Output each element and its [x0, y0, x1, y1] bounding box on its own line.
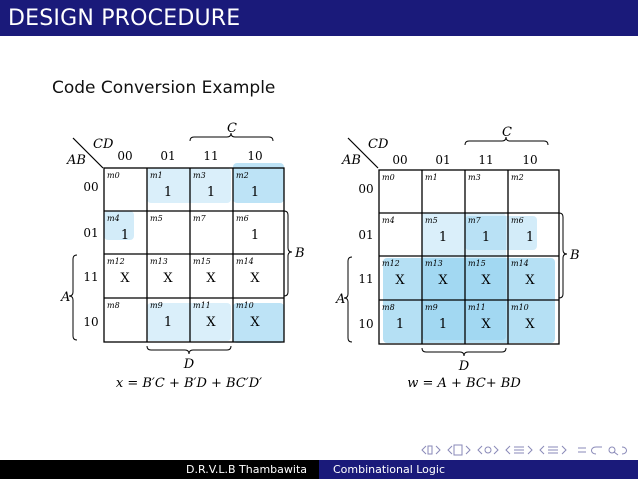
kmap-x-v23: X	[250, 271, 260, 286]
kmap-x-var-d: D	[183, 357, 195, 372]
slide-title-bar	[0, 0, 638, 36]
slide-subtitle: Code Conversion Example	[52, 78, 276, 98]
kmap-x-v31: 1	[163, 315, 173, 330]
kmap-x-row-00: 00	[83, 180, 99, 194]
kmap-w-m4: m4	[382, 216, 395, 225]
kmap-w-v21: X	[438, 273, 448, 288]
kmap-x-var-b: B	[295, 246, 305, 261]
kmap-x-col-00: 00	[117, 149, 133, 163]
kmap-w-m7: m7	[468, 216, 481, 225]
kmap-w-row-10: 10	[358, 317, 374, 331]
kmap-w-row-01: 01	[358, 228, 374, 242]
kmap-x-m13: m13	[150, 257, 168, 266]
kmap-w-col-01: 01	[435, 153, 451, 167]
kmap-w-m9: m9	[425, 303, 438, 312]
kmap-w-v12: 1	[481, 230, 491, 245]
kmap-x-m7: m7	[193, 214, 206, 223]
kmap-w-v20: X	[395, 273, 405, 288]
kmap-x-m11: m11	[193, 301, 211, 310]
kmap-w-m15: m15	[468, 259, 486, 268]
kmap-x-row-11: 11	[83, 270, 99, 284]
footer-author: D.R.V.L.B Thambawita	[0, 460, 319, 479]
prev-section-icon[interactable]	[478, 446, 498, 454]
kmap-x-m14: m14	[236, 257, 254, 266]
kmap-w-colvar: CD	[368, 137, 389, 152]
kmap-x-v10: 1	[120, 228, 130, 243]
kmap-w	[330, 120, 590, 404]
kmap-x-v02: 1	[206, 185, 216, 200]
first-icon[interactable]	[422, 446, 440, 454]
kmap-x-v01: 1	[163, 185, 173, 200]
kmap-w-m6: m6	[511, 216, 524, 225]
kmap-x-var-a: A	[61, 290, 71, 305]
kmap-x-m8: m8	[107, 301, 120, 310]
footer-bar	[0, 460, 638, 479]
kmap-x-v20: X	[120, 271, 130, 286]
search-icon[interactable]	[592, 447, 627, 455]
kmap-w-m13: m13	[425, 259, 443, 268]
nav-symbols	[420, 442, 635, 456]
slide-title: DESIGN PROCEDURE	[8, 6, 241, 31]
kmap-w-m0: m0	[382, 173, 395, 182]
kmap-w-m10: m10	[511, 303, 529, 312]
kmap-w-m1: m1	[425, 173, 438, 182]
kmap-w-v33: X	[525, 317, 535, 332]
kmap-x-row-01: 01	[83, 226, 99, 240]
prev-frame-icon[interactable]	[448, 445, 470, 455]
kmap-x-m0: m0	[107, 171, 120, 180]
kmap-w-v22: X	[481, 273, 491, 288]
kmap-x-v22: X	[206, 271, 216, 286]
kmap-x-col-01: 01	[160, 149, 176, 163]
kmap-w-v32: X	[481, 317, 491, 332]
kmap-x-m15: m15	[193, 257, 211, 266]
kmap-w-m3: m3	[468, 173, 481, 182]
kmap-x-rowvar: AB	[67, 153, 86, 168]
kmap-x-equation: x = B′C + B′D + BC′D′	[115, 376, 263, 391]
kmap-w-v30: 1	[395, 317, 405, 332]
kmap-w-v31: 1	[438, 317, 448, 332]
kmap-w-col-00: 00	[392, 153, 408, 167]
kmap-w-v13: 1	[525, 230, 535, 245]
kmap-x-m9: m9	[150, 301, 163, 310]
kmap-w-col-10: 10	[522, 153, 538, 167]
kmap-x-m3: m3	[193, 171, 206, 180]
kmap-w-m2: m2	[511, 173, 524, 182]
kmap-w-rowvar: AB	[342, 153, 361, 168]
kmap-x-col-11: 11	[203, 149, 219, 163]
kmap-x-m5: m5	[150, 214, 163, 223]
kmap-w-row-11: 11	[358, 272, 374, 286]
kmap-x-var-c: C	[227, 121, 237, 136]
kmap-w-var-a: A	[336, 292, 346, 307]
kmap-w-col-11: 11	[478, 153, 494, 167]
kmap-x	[55, 120, 315, 404]
next-section-icon[interactable]	[506, 446, 532, 454]
kmap-w-var-d: D	[458, 359, 470, 374]
kmap-x-m2: m2	[236, 171, 249, 180]
kmap-w-var-c: C	[502, 125, 512, 140]
kmap-x-m12: m12	[107, 257, 125, 266]
kmap-x-m6: m6	[236, 214, 249, 223]
kmap-w-m12: m12	[382, 259, 400, 268]
kmap-w-m11: m11	[468, 303, 486, 312]
kmap-x-m4: m4	[107, 214, 120, 223]
kmap-x-v13: 1	[250, 228, 260, 243]
prev-subsection-icon[interactable]	[540, 446, 566, 454]
kmap-w-m5: m5	[425, 216, 438, 225]
kmap-x-v21: X	[163, 271, 173, 286]
footer-topic: Combinational Logic	[319, 460, 638, 479]
kmap-w-m8: m8	[382, 303, 395, 312]
kmap-x-row-10: 10	[83, 315, 99, 329]
kmap-x-v32: X	[206, 315, 216, 330]
kmap-w-row-00: 00	[358, 182, 374, 196]
kmap-w-m14: m14	[511, 259, 529, 268]
kmap-w-var-b: B	[570, 248, 580, 263]
kmap-w-v23: X	[525, 273, 535, 288]
kmap-x-v33: X	[250, 315, 260, 330]
kmap-x-m1: m1	[150, 171, 163, 180]
kmap-x-m10: m10	[236, 301, 254, 310]
align-icon[interactable]	[578, 448, 586, 452]
kmap-x-v03: 1	[250, 185, 260, 200]
kmap-x-colvar: CD	[93, 137, 114, 152]
kmap-w-equation: w = A + BC+ BD	[407, 376, 521, 391]
kmap-x-col-10: 10	[247, 149, 263, 163]
kmap-w-v11: 1	[438, 230, 448, 245]
